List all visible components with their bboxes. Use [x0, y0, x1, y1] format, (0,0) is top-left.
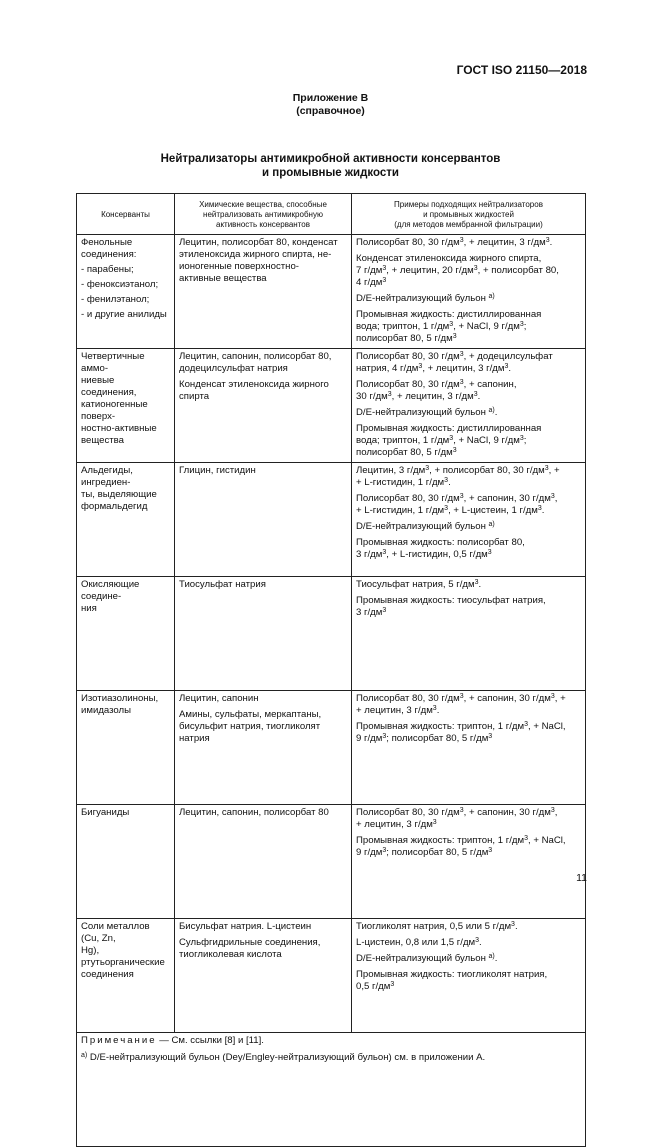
chemicals-line: Глицин, гистидин [179, 465, 256, 476]
cell-preservative [77, 235, 175, 349]
superscript: 3 [524, 721, 528, 728]
example-text: Тиогликолят натрия, 0,5 или 5 г/дм [356, 921, 512, 932]
chemicals-paragraph [179, 807, 347, 819]
header-preservatives: Консерванты [77, 194, 175, 235]
superscript: 3 [390, 981, 395, 988]
header-examples [352, 194, 586, 235]
cell-preservative [77, 349, 175, 463]
chemicals-paragraph [179, 921, 347, 933]
superscript: 3 [459, 493, 464, 500]
table-notes [77, 1033, 586, 1147]
superscript: 3 [452, 333, 457, 340]
document-code: ГОСТ ISO 21150—2018 [456, 63, 587, 77]
example-text: . [436, 705, 440, 716]
cell-examples [352, 691, 586, 805]
example-text: полисорбат 80, 5 г/дм [356, 333, 453, 344]
header-examples-line: Примеры подходящих нейтрализаторов [394, 200, 543, 209]
example-text: , + [554, 693, 566, 704]
chemicals-paragraph [179, 579, 347, 591]
chemicals-paragraph [179, 379, 347, 403]
appendix-subtitle: (справочное) [296, 105, 365, 117]
cell-preservative [77, 691, 175, 805]
table-row [77, 463, 586, 577]
table-title-line2: и промывные жидкости [262, 167, 399, 179]
superscript: 3 [459, 237, 464, 244]
superscript: 3 [504, 363, 509, 370]
preservative-line: Окисляющие соедине- [81, 579, 140, 602]
chemicals-paragraph [179, 693, 347, 705]
example-text: 9 г/дм [356, 847, 383, 858]
example-text: , + лецитин, 3 г/дм [391, 391, 474, 402]
chemicals-line: тиогликолевая кислота [179, 949, 282, 960]
chemicals-paragraph [179, 465, 347, 477]
table-row [77, 577, 586, 691]
example-text: 3 г/дм [356, 549, 383, 560]
cell-chemicals [175, 349, 352, 463]
example-text: Промывная жидкость: тиогликолят натрия, [356, 969, 548, 980]
example-text: 0,5 г/дм [356, 981, 391, 992]
header-chemicals-line: нейтрализовать антимикробную [203, 210, 323, 219]
example-text: 3 г/дм [356, 607, 383, 618]
example-text: , + лецитин, 3 г/дм [422, 363, 505, 374]
chemicals-paragraph [179, 351, 347, 375]
example-paragraph [356, 521, 581, 533]
superscript: 3 [459, 379, 464, 386]
example-text: Промывная жидкость: дистиллированная [356, 423, 542, 434]
preservative-line: Фенольные [81, 237, 133, 248]
preservative-line: имидазолы [81, 705, 132, 716]
superscript: 3 [544, 465, 549, 472]
superscript: 3 [474, 579, 479, 586]
preservative-line: ния [81, 603, 97, 614]
superscript: 3 [382, 277, 387, 284]
example-text: D/E-нейтрализующий бульон [356, 953, 489, 964]
preservative-line: Альдегиды, ингредиен- [81, 465, 133, 488]
example-paragraph [356, 309, 581, 345]
superscript: a) [488, 407, 495, 414]
superscript: 3 [488, 847, 493, 854]
example-text: D/E-нейтрализующий бульон [356, 521, 489, 532]
example-text: + L-гистидин, 1 г/дм [356, 477, 445, 488]
footnote-mark: a) [81, 1052, 88, 1059]
chemicals-line: Лецитин, сапонин, полисорбат 80 [179, 807, 329, 818]
example-text: Полисорбат 80, 30 г/дм [356, 807, 460, 818]
preservative-line: ностно-активные [81, 423, 157, 434]
cell-chemicals [175, 577, 352, 691]
page-number: 11 [576, 872, 587, 884]
example-text: , + сапонин, 30 г/дм [463, 693, 551, 704]
example-text: вода; триптон, 1 г/дм [356, 321, 450, 332]
example-text: 9 г/дм [356, 733, 383, 744]
superscript: 3 [449, 321, 454, 328]
example-text: . [541, 505, 545, 516]
example-text: Промывная жидкость: триптон, 1 г/дм [356, 835, 525, 846]
example-paragraph [356, 493, 581, 517]
superscript: 3 [524, 835, 528, 842]
example-text: , + NaCl, [527, 835, 566, 846]
superscript: 3 [519, 435, 524, 442]
example-text: Полисорбат 80, 30 г/дм [356, 351, 460, 362]
superscript: 3 [382, 549, 387, 556]
example-paragraph [356, 237, 581, 249]
cell-preservative [77, 919, 175, 1033]
example-paragraph [356, 937, 581, 949]
superscript: 3 [382, 847, 387, 854]
chemicals-line: Тиосульфат натрия [179, 579, 266, 590]
cell-examples [352, 235, 586, 349]
example-text: , + полисорбат 80, [477, 265, 559, 276]
chemicals-line: Сульфгидрильные соединения, [179, 937, 321, 948]
example-text: , + [548, 465, 560, 476]
example-text: 4 г/дм [356, 277, 383, 288]
superscript: 3 [459, 693, 464, 700]
example-text: Промывная жидкость: полисорбат 80, [356, 537, 525, 548]
note [81, 1035, 581, 1047]
superscript: a) [488, 953, 495, 960]
example-text: + лецитин, 3 г/дм [356, 819, 433, 830]
example-text: ; полисорбат 80, 5 г/дм [386, 847, 489, 858]
preservative-line: ниевые соединения, [81, 375, 137, 398]
superscript: 3 [382, 733, 387, 740]
example-text: натрия, 4 г/дм [356, 363, 419, 374]
superscript: a) [488, 521, 495, 528]
superscript: 3 [550, 493, 555, 500]
superscript: 3 [459, 351, 464, 358]
chemicals-paragraph [179, 237, 347, 285]
table-header-row [77, 194, 586, 235]
example-paragraph [356, 721, 581, 745]
example-text: Полисорбат 80, 30 г/дм [356, 693, 460, 704]
example-paragraph [356, 351, 581, 375]
example-text: . [494, 407, 498, 418]
chemicals-line: Лецитин, сапонин, полисорбат 80, [179, 351, 332, 362]
superscript: 3 [452, 447, 457, 454]
chemicals-paragraph [179, 709, 347, 745]
cell-examples [352, 805, 586, 919]
example-text: . [494, 953, 498, 964]
superscript: 3 [449, 435, 454, 442]
example-paragraph [356, 579, 581, 591]
chemicals-line: натрия [179, 733, 210, 744]
example-text: ; [523, 321, 527, 332]
preservative-line: - и другие анилиды [81, 309, 167, 320]
cell-chemicals [175, 805, 352, 919]
table-title [0, 152, 661, 180]
example-text: Полисорбат 80, 30 г/дм [356, 237, 460, 248]
cell-chemicals [175, 919, 352, 1033]
example-paragraph [356, 465, 581, 489]
example-text: Промывная жидкость: дистиллированная [356, 309, 542, 320]
superscript: 3 [545, 237, 550, 244]
preservative-line: Соли металлов (Cu, Zn, [81, 921, 150, 944]
example-text: , [554, 807, 558, 818]
example-text: , + L-гистидин, 0,5 г/дм [386, 549, 488, 560]
chemicals-line: бисульфит натрия, тиогликолят [179, 721, 321, 732]
example-paragraph [356, 537, 581, 561]
preservative-line: Бигуаниды [81, 807, 130, 818]
superscript: 3 [487, 549, 492, 556]
cell-examples [352, 919, 586, 1033]
example-paragraph [356, 835, 581, 859]
example-text: D/E-нейтрализующий бульон [356, 293, 489, 304]
superscript: 3 [537, 505, 542, 512]
example-text: Тиосульфат натрия, 5 г/дм [356, 579, 475, 590]
table-row [77, 805, 586, 919]
example-paragraph [356, 379, 581, 403]
example-text: . [549, 237, 553, 248]
example-text: ; полисорбат 80, 5 г/дм [386, 733, 489, 744]
preservative-line: вещества [81, 435, 124, 446]
example-text: 30 г/дм [356, 391, 388, 402]
example-text: Промывная жидкость: тиосульфат натрия, [356, 595, 546, 606]
preservative-line: - фенилэтанол; [81, 294, 150, 305]
header-examples-line: (для методов мембранной фильтрации) [394, 220, 543, 229]
chemicals-line: додецилсульфат натрия [179, 363, 288, 374]
preservative-line: - парабены; [81, 264, 134, 275]
example-text: , [554, 493, 558, 504]
note-label: Примечание [81, 1035, 157, 1046]
footnote [81, 1052, 581, 1064]
example-text: , + L-цистеин, 1 г/дм [448, 505, 538, 516]
example-text: . [478, 579, 482, 590]
example-text: . [477, 391, 481, 402]
example-text: . [448, 477, 451, 488]
superscript: 3 [418, 363, 423, 370]
example-paragraph [356, 423, 581, 459]
example-text: , + полисорбат 80, 30 г/дм [429, 465, 545, 476]
preservative-line: катионогенные поверх- [81, 399, 148, 422]
cell-chemicals [175, 691, 352, 805]
cell-preservative [77, 805, 175, 919]
cell-examples [352, 463, 586, 577]
header-chemicals-line: Химические вещества, способные [199, 200, 327, 209]
chemicals-line: активные вещества [179, 273, 267, 284]
chemicals-line: спирта [179, 391, 210, 402]
example-paragraph [356, 807, 581, 831]
superscript: 3 [550, 693, 555, 700]
table-row [77, 919, 586, 1033]
footnote-text: D/E-нейтрализующий бульон (Dey/Engley-нейтрализующий бульон) см. в приложении А. [87, 1052, 486, 1063]
example-text: , + лецитин, 20 г/дм [386, 265, 474, 276]
chemicals-paragraph [179, 937, 347, 961]
superscript: 3 [459, 807, 464, 814]
superscript: 3 [475, 937, 480, 944]
preservative-line: Hg), ртутьорганические [81, 945, 165, 968]
chemicals-line: Конденсат этиленоксида жирного [179, 379, 329, 390]
preservative-line: соединения [81, 969, 134, 980]
header-chemicals [175, 194, 352, 235]
example-text: вода; триптон, 1 г/дм [356, 435, 450, 446]
example-text: , + сапонин, 30 г/дм [463, 493, 551, 504]
superscript: 3 [444, 505, 449, 512]
example-text: L-цистеин, 0,8 или 1,5 г/дм [356, 937, 476, 948]
example-text: ; [523, 435, 527, 446]
example-paragraph [356, 953, 581, 965]
superscript: 3 [550, 807, 555, 814]
example-text: . [508, 363, 512, 374]
example-text: , + NaCl, 9 г/дм [453, 435, 520, 446]
superscript: a) [488, 293, 495, 300]
cell-preservative [77, 463, 175, 577]
appendix-title: Приложение В [292, 92, 369, 104]
example-text: , + додецилсульфат [463, 351, 553, 362]
preservative-line: Четвертичные аммо- [81, 351, 145, 374]
table-notes-row [77, 1033, 586, 1147]
superscript: 3 [473, 265, 478, 272]
chemicals-line: Лецитин, полисорбат 80, конденсат [179, 237, 338, 248]
superscript: 3 [519, 321, 524, 328]
table-row [77, 691, 586, 805]
example-text: , + сапонин, 30 г/дм [463, 807, 551, 818]
cell-chemicals [175, 463, 352, 577]
example-text: , + NaCl, [527, 721, 566, 732]
cell-examples [352, 349, 586, 463]
appendix-heading [0, 92, 661, 118]
example-paragraph [356, 693, 581, 717]
superscript: 3 [488, 733, 493, 740]
example-text: , + NaCl, 9 г/дм [453, 321, 520, 332]
example-paragraph [356, 969, 581, 993]
table-title-line1: Нейтрализаторы антимикробной активности консервантов [160, 153, 501, 165]
example-text: Полисорбат 80, 30 г/дм [356, 493, 460, 504]
example-text: Промывная жидкость: триптон, 1 г/дм [356, 721, 525, 732]
table-row [77, 349, 586, 463]
header-chemicals-line: активность консервантов [216, 220, 310, 229]
example-text: + лецитин, 3 г/дм [356, 705, 433, 716]
example-text: + L-гистидин, 1 г/дм [356, 505, 445, 516]
superscript: 3 [444, 477, 449, 484]
preservative-line: ты, выделяющие [81, 489, 157, 500]
header-examples-line: и промывных жидкостей [423, 210, 514, 219]
superscript: 3 [425, 465, 430, 472]
superscript: 3 [432, 705, 437, 712]
superscript: 3 [432, 819, 437, 826]
example-paragraph [356, 595, 581, 619]
superscript: 3 [387, 391, 392, 398]
example-paragraph [356, 407, 581, 419]
example-text: D/E-нейтрализующий бульон [356, 407, 489, 418]
chemicals-line: Бисульфат натрия. L-цистеин [179, 921, 312, 932]
chemicals-line: этиленоксида жирного спирта, не- [179, 249, 332, 260]
example-text: . [479, 937, 482, 948]
table-row [77, 235, 586, 349]
example-paragraph [356, 293, 581, 305]
example-paragraph [356, 253, 581, 289]
chemicals-line: ионогенные поверхностно- [179, 261, 299, 272]
cell-examples [352, 577, 586, 691]
example-text: , + сапонин, [463, 379, 517, 390]
chemicals-line: Амины, сульфаты, меркаптаны, [179, 709, 322, 720]
preservative-line: формальдегид [81, 501, 148, 512]
preservative-line: соединения: [81, 249, 137, 260]
superscript: 3 [511, 921, 515, 928]
cell-preservative [77, 577, 175, 691]
neutralizers-table [76, 193, 586, 1147]
example-text: Конденсат этиленоксида жирного спирта, [356, 253, 542, 264]
example-paragraph [356, 921, 581, 933]
preservative-line: - феноксиэтанол; [81, 279, 159, 290]
cell-chemicals [175, 235, 352, 349]
example-text: . [514, 921, 518, 932]
superscript: 3 [382, 265, 387, 272]
note-text: — См. ссылки [8] и [11]. [156, 1035, 264, 1046]
superscript: 3 [382, 607, 387, 614]
chemicals-line: Лецитин, сапонин [179, 693, 259, 704]
example-text: полисорбат 80, 5 г/дм [356, 447, 453, 458]
example-text: Лецитин, 3 г/дм [356, 465, 426, 476]
example-text: , + лецитин, 3 г/дм [463, 237, 546, 248]
example-text: Полисорбат 80, 30 г/дм [356, 379, 460, 390]
superscript: 3 [473, 391, 478, 398]
preservative-line: Изотиазолиноны, [81, 693, 159, 704]
example-text: 7 г/дм [356, 265, 383, 276]
